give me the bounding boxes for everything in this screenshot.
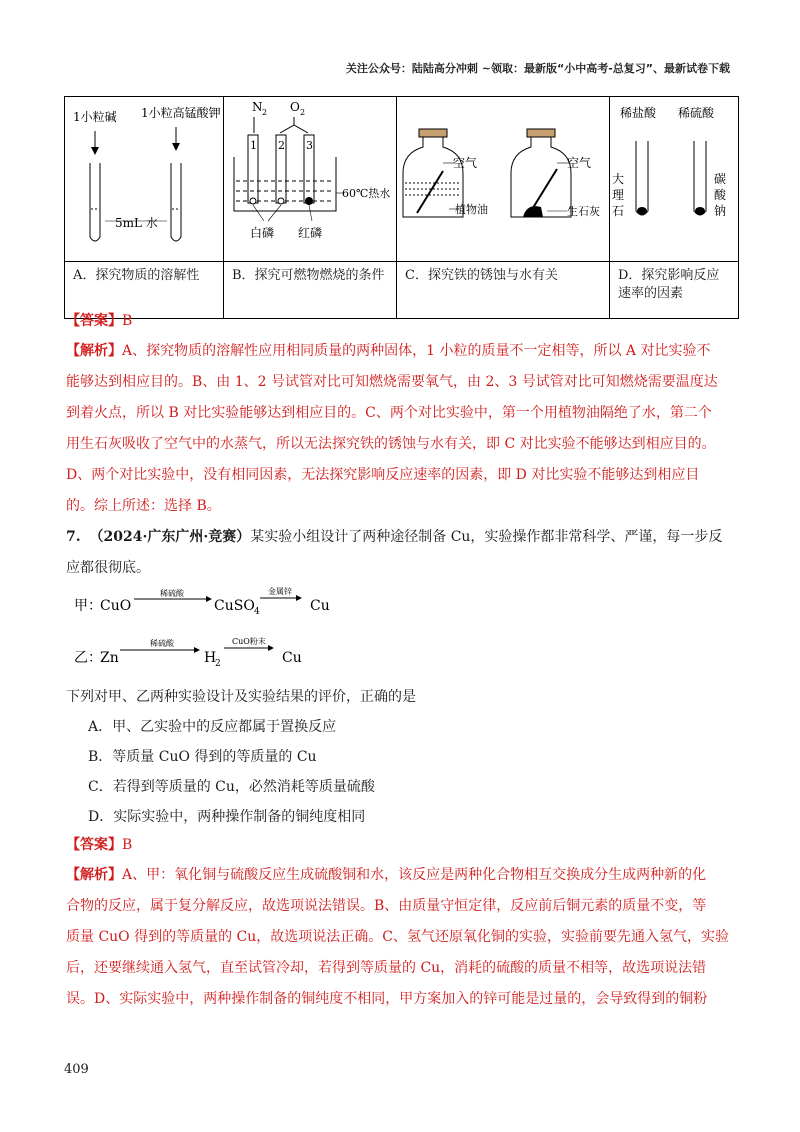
- fig-b-tube2: 2: [278, 139, 285, 152]
- q7-analysis: [66, 860, 736, 1015]
- caption-a: A．探究物质的溶解性: [65, 262, 224, 319]
- q6-analysis-line: A、探究物质的溶解性应用相同质量的两种固体，1 小粒的质量不一定相等，所以 A 对比实验不: [122, 343, 711, 359]
- figure-d: [610, 97, 739, 262]
- experiment-table: [64, 96, 739, 319]
- q7-analysis-line: A、甲：氧化铜与硫酸反应生成硫酸铜和水，该反应是两种化合物相互交换成分生成两种新的化: [122, 867, 707, 883]
- q6-analysis-line: 能够达到相应目的。B、由 1、2 号试管对比可知燃烧需要氧气，由 2、3 号试管对比可知燃烧需要温度达: [66, 374, 718, 390]
- q7-analysis-line: 误。D、实际实验中，两种操作制备的铜纯度不相同，甲方案加入的锌可能是过量的，会导致得到的铜粉: [66, 991, 708, 1007]
- q7-number: 7.: [66, 529, 81, 545]
- fig-c-air1: 空气: [453, 156, 478, 170]
- route-jia-s2: CuSO: [214, 598, 255, 614]
- q6-analysis-label: 【解析】: [66, 343, 122, 359]
- fig-d-acid2: 稀硫酸: [678, 106, 715, 120]
- q7-option-a[interactable]: A．甲、乙实验中的反应都属于置换反应: [88, 719, 337, 735]
- q7-answer-label: 【答案】: [66, 837, 122, 853]
- fig-b-red-p: 红磷: [298, 226, 323, 240]
- reaction-routes: [70, 584, 390, 674]
- fig-b-tube1: 1: [250, 139, 257, 152]
- combustion-figure: [224, 97, 396, 257]
- reaction-rate-figure: [610, 97, 738, 257]
- fig-b-gas2: O: [290, 100, 300, 114]
- route-jia-a1: 稀硫酸: [160, 589, 184, 598]
- fig-a-label-right: 1小粒高锰酸钾: [141, 106, 221, 120]
- fig-d-marble1: 大: [612, 172, 625, 186]
- q6-answer: [66, 306, 736, 337]
- q7-option-c[interactable]: C．若得到等质量的 Cu，必然消耗等质量硫酸: [88, 779, 375, 795]
- route-jia-s2-sub: 4: [254, 607, 260, 617]
- q7-analysis-line: 合物的反应，属于复分解反应，故选项说法错误。B、由质量守恒定律，反应前后铜元素的质量不变，等: [66, 898, 707, 914]
- fig-b-gas1-sub: 2: [262, 108, 268, 117]
- q7-analysis-line: 质量 CuO 得到的等质量的 Cu，故选项说法正确。C、氢气还原氧化铜的实验，实验前要先通入氢气，实验: [66, 929, 729, 945]
- q7-question: 下列对甲、乙两种实验设计及实验结果的评价，正确的是: [66, 689, 416, 705]
- fig-d-acid1: 稀盐酸: [620, 106, 657, 120]
- figure-a: [65, 97, 224, 262]
- rusting-figure: [397, 97, 609, 257]
- fig-a-water-label: 5mL 水: [115, 216, 158, 230]
- caption-d: D．探究影响反应速率的因素: [610, 262, 739, 319]
- route-yi-a1: 稀硫酸: [150, 639, 174, 648]
- fig-c-oil: 植物油: [455, 203, 488, 216]
- q7-stem: [66, 522, 736, 584]
- route-yi-s2: H: [204, 650, 217, 666]
- q6-analysis-line: 用生石灰吸收了空气中的水蒸气，所以无法探究铁的锈蚀与水有关，即 C 对比实验不能够达到相应目的。: [66, 436, 716, 452]
- q7-stem-line: 应都很彻底。: [66, 560, 150, 576]
- caption-b: B．探究可燃物燃烧的条件: [224, 262, 397, 319]
- q6-answer-label: 【答案】: [66, 313, 122, 329]
- route-yi-prefix: 乙：: [74, 650, 102, 666]
- route-yi-s2-sub: 2: [215, 659, 221, 669]
- fig-b-tube3: 3: [306, 139, 313, 152]
- fig-b-gas2-sub: 2: [300, 108, 306, 117]
- route-jia-a2: 金属锌: [268, 587, 292, 596]
- q7-option-d[interactable]: D．实际实验中，两种操作制备的铜纯度相同: [88, 809, 366, 825]
- fig-d-soda1: 碳: [714, 172, 727, 186]
- q7-source: （2024·广东广州·竞赛）: [89, 529, 251, 545]
- q6-analysis-line: 到着火点，所以 B 对比实验能够达到相应目的。C、两个对比实验中，第一个用植物油隔绝了水，第二个: [66, 405, 712, 421]
- q6-analysis-line: 的。综上所述：选择 B。: [66, 498, 221, 514]
- fig-d-marble2: 理: [612, 188, 625, 202]
- q7-analysis-label: 【解析】: [66, 867, 122, 883]
- q6-answer-value: B: [122, 313, 133, 329]
- page-number: 409: [64, 1062, 89, 1077]
- figure-c: [397, 97, 610, 262]
- figure-b: [224, 97, 397, 262]
- q7-option-b[interactable]: B．等质量 CuO 得到的等质量的 Cu: [88, 749, 317, 765]
- fig-b-white-p: 白磷: [250, 226, 275, 240]
- fig-a-label-left: 1小粒碱: [73, 110, 117, 124]
- fig-d-soda3: 钠: [714, 204, 727, 218]
- dissolving-tubes-figure: [65, 97, 223, 257]
- route-yi-s1: Zn: [100, 650, 119, 666]
- q7-analysis-line: 后，还要继续通入氢气，直至试管冷却，若得到等质量的 Cu，消耗的硫酸的质量不相等，故选项说法错: [66, 960, 707, 976]
- fig-c-air2: 空气: [567, 156, 592, 170]
- route-yi-a2: CuO粉末: [232, 637, 266, 646]
- route-yi-s3: Cu: [282, 650, 302, 666]
- fig-c-lime: 生石灰: [567, 205, 600, 218]
- fig-d-soda2: 酸: [714, 188, 727, 202]
- route-jia-prefix: 甲：: [74, 598, 102, 614]
- q7-answer-value: B: [122, 837, 133, 853]
- caption-c: C．探究铁的锈蚀与水有关: [397, 262, 610, 319]
- fig-d-marble3: 石: [612, 204, 625, 218]
- q7-answer: [66, 830, 736, 861]
- header-banner: 关注公众号：陆陆高分冲刺 ~领取：最新版“小中高考-总复习”、最新试卷下载: [345, 62, 730, 75]
- q6-analysis-line: D、两个对比实验中，没有相同因素，无法探究影响反应速率的因素，即 D 对比实验不能够达到相应目: [66, 467, 700, 483]
- route-jia-s1: CuO: [100, 598, 132, 614]
- fig-b-gas1: N: [252, 100, 263, 114]
- q6-analysis: [66, 336, 736, 522]
- route-jia-s3: Cu: [310, 598, 330, 614]
- fig-b-hot-water: 60℃热水: [342, 187, 391, 200]
- q7-stem-line: 某实验小组设计了两种途径制备 Cu，实验操作都非常科学、严谨，每一步反: [250, 529, 723, 545]
